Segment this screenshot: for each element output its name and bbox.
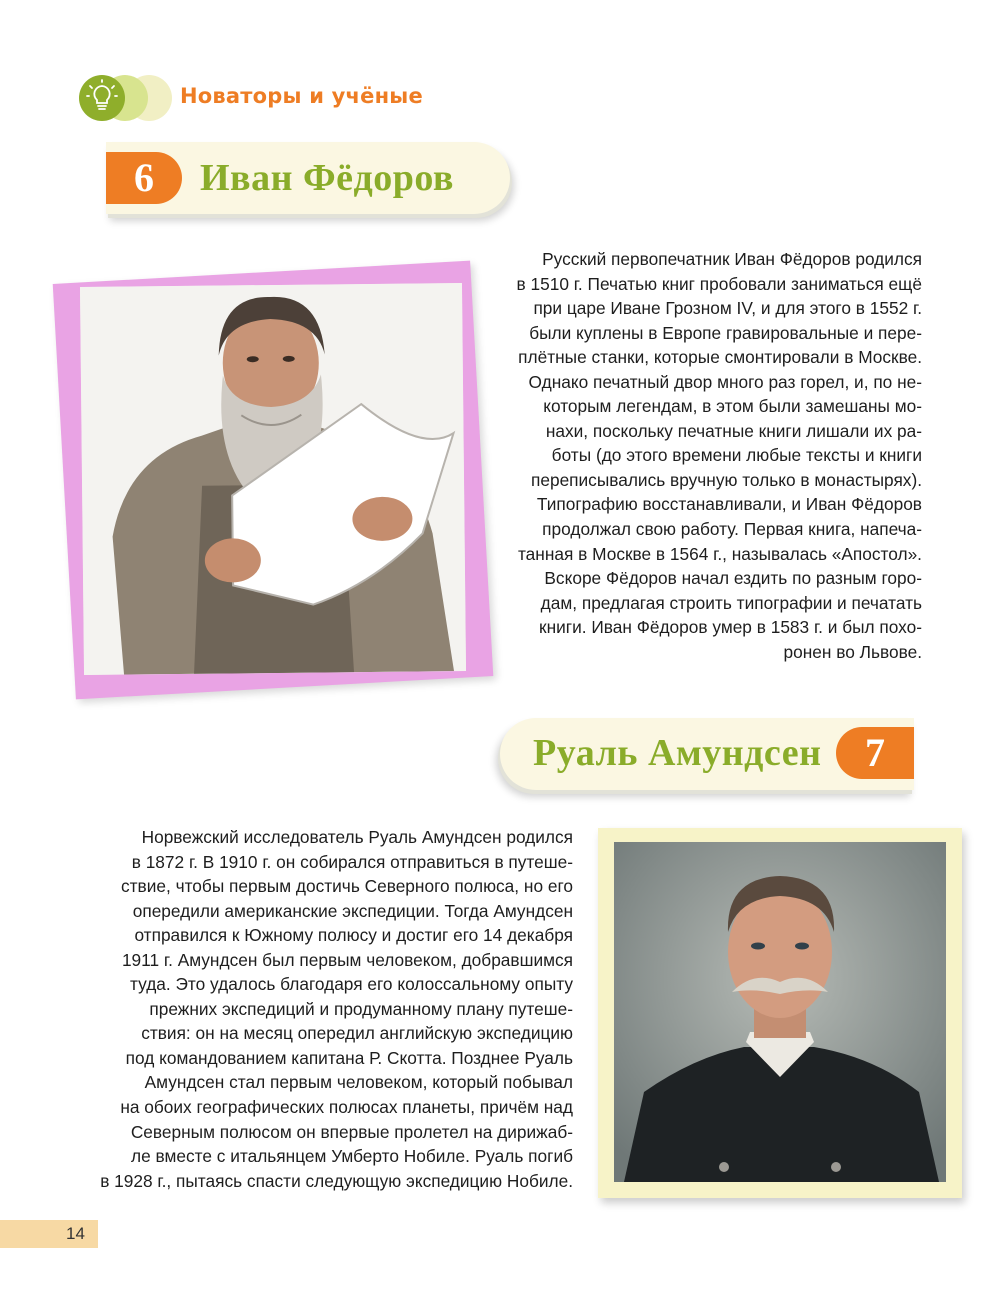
entry-number: 7 [836, 727, 914, 779]
lightbulb-icon [78, 74, 173, 122]
text-line: Типографию восстанавливали, и Иван Фёдоров [536, 494, 922, 515]
text-line: ствия: он на месяц опередил английскую экспедицию [141, 1023, 573, 1044]
entry-text-amundsen [90, 825, 573, 1193]
section-title: Новаторы и учёные [180, 84, 423, 108]
text-line: под командованием капитана Р. Скотта. Позднее Руаль [125, 1047, 573, 1068]
entry-name: Иван Фёдоров [200, 157, 454, 199]
text-line: в 1510 г. Печатью книг пробовали заниматься ещё [516, 273, 922, 294]
text-line: Северным полюсом он впервые пролетел на дирижаб- [130, 1121, 573, 1142]
text-line: переписывались вручную только в монастырях). [530, 469, 922, 490]
entry-text-fedorov [470, 247, 922, 664]
text-line: нахи, поскольку печатные книги лишали их ра- [545, 420, 922, 441]
page-number: 14 [66, 1224, 85, 1243]
text-line: ронен во Львове. [783, 641, 922, 662]
text-line: в 1872 г. В 1910 г. он собирался отправиться в путеше- [131, 851, 573, 872]
text-line: боты (до этого времени любые тексты и книги [551, 445, 922, 466]
text-line: плётные станки, которые смонтировали в Москве. [518, 347, 922, 368]
text-line: в 1928 г., пытаясь спасти следующую экспедицию Нобиле. [100, 1170, 573, 1191]
text-line: книги. Иван Фёдоров умер в 1583 г. и был похо- [539, 617, 922, 638]
entry-number: 6 [106, 152, 182, 204]
text-line: дам, предлагая строить типографии и печатать [540, 592, 922, 613]
text-line: ле вместе с итальянцем Умберто Нобиле. Руаль погиб [131, 1146, 573, 1167]
text-line: прежних экспедиций и продуманному плану путеше- [149, 998, 573, 1019]
text-line: Амундсен стал первым человеком, который побывал [144, 1072, 573, 1093]
text-line: Русский первопечатник Иван Фёдоров родился [542, 249, 922, 269]
text-line: которым легендам, в этом были замешаны мо- [543, 396, 922, 417]
portrait-amundsen [614, 842, 946, 1182]
text-line: на обоих географических полюсах планеты, причём над [120, 1097, 573, 1118]
entry-name: Руаль Амундсен [533, 732, 822, 774]
text-line: продолжал свою работу. Первая книга, напеча- [542, 519, 922, 540]
text-line: были куплены в Европе гравировальные и пере- [529, 322, 922, 343]
text-line: опередили американские экспедиции. Тогда Амундсен [132, 900, 573, 921]
portrait-fedorov [80, 283, 466, 675]
text-line: Однако печатный двор много раз горел, и, по не- [528, 371, 922, 392]
text-line: ствие, чтобы первым достичь Северного полюса, но его [120, 876, 573, 897]
text-line: 1911 г. Амундсен был первым человеком, добравшимся [121, 949, 573, 970]
text-line: отправился к Южному полюсу и достиг его 14 декабря [134, 925, 573, 946]
text-line: Вскоре Фёдоров начал ездить по разным горо- [544, 568, 922, 589]
text-line: танная в Москве в 1564 г., называлась «Апостол». [517, 543, 922, 564]
text-line: туда. Это удалось благодаря его колоссальному опыту [130, 974, 573, 995]
text-line: при царе Иване Грозном IV, и для этого в 1552 г. [533, 298, 922, 319]
text-line: Норвежский исследователь Руаль Амундсен родился [141, 827, 573, 847]
